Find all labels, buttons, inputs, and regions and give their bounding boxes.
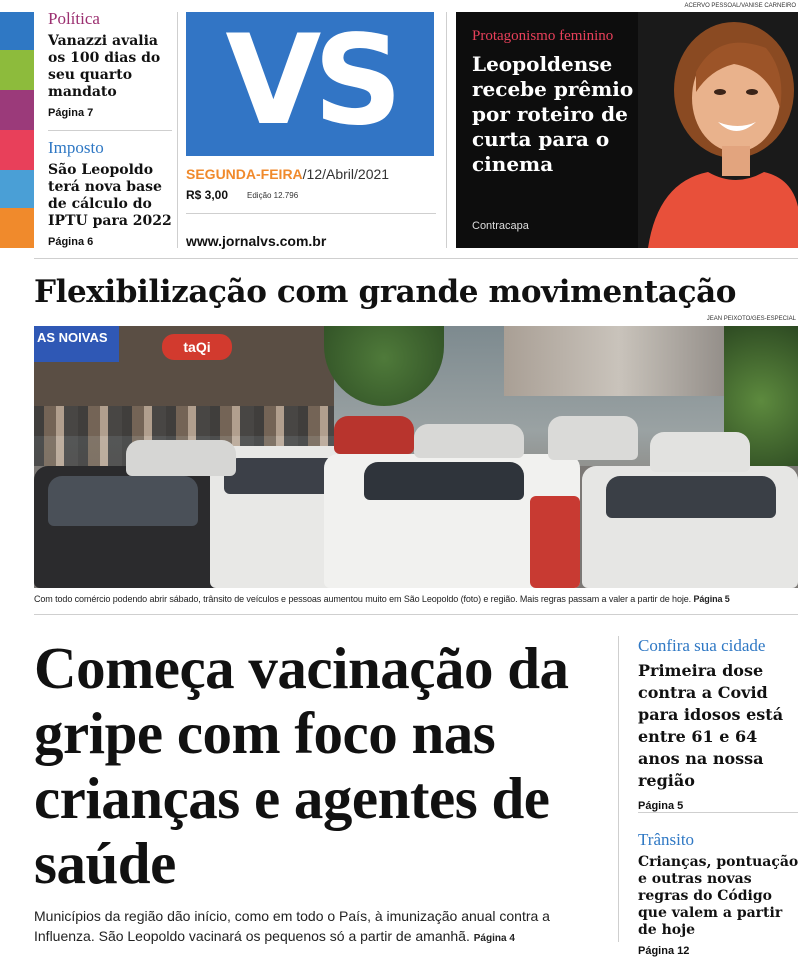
- strip-blue: [0, 12, 34, 50]
- caption-page-ref: Página 5: [693, 594, 730, 604]
- photo-credit: JEAN PEIXOTO/GES-ESPECIAL: [706, 316, 796, 322]
- sidebar-headline: Crianças, pontuação e outras novas regras do Código que valem a partir de hoje: [638, 854, 799, 938]
- divider: [638, 812, 798, 813]
- promo-headline: Leopoldense recebe prêmio por roteiro de curta para o cinema: [472, 52, 634, 176]
- store-sign: taQi: [162, 334, 232, 360]
- column-divider: [177, 12, 178, 248]
- portrait-image: [638, 12, 798, 248]
- teaser-politica[interactable]: [48, 9, 172, 119]
- vs-logo[interactable]: VS: [186, 12, 434, 156]
- strip-lightblue: [0, 170, 34, 208]
- sidebar-headline: Primeira dose contra a Covid para idosos está entre 61 e 64 anos na nossa região: [638, 661, 784, 790]
- photo-caption: Com todo comércio podendo abrir sábado, trânsito de veículos e pessoas aumentou muito em São Leopoldo (foto) e região. Mais regras passam a valer a partir de hoje. Página 5: [34, 594, 730, 604]
- edition: Edição 12.796: [247, 191, 299, 200]
- section-label: Política: [48, 9, 100, 28]
- street-photo: [34, 326, 798, 588]
- page-ref: Página 5: [638, 800, 684, 812]
- car: [48, 476, 198, 526]
- car: [414, 424, 524, 458]
- column-divider: [618, 636, 619, 942]
- car: [364, 462, 524, 500]
- trees: [324, 326, 444, 406]
- teaser-imposto[interactable]: [48, 138, 174, 248]
- car: [334, 416, 414, 454]
- promo-box[interactable]: [456, 12, 798, 248]
- strip-purple: [0, 90, 34, 130]
- teaser-headline: Vanazzi avalia os 100 dias do seu quarto mandato: [48, 33, 161, 100]
- lead-page-ref: Página 4: [473, 933, 515, 944]
- lead-body: Municípios da região dão início, como em todo o País, à imunização anual contra a Influenza. São Leopoldo vacinará os pequenos só a partir de amanhã. Página 4: [34, 908, 550, 944]
- main-headline[interactable]: Flexibilização com grande movimentação: [34, 274, 737, 310]
- column-divider: [446, 12, 447, 248]
- website-link[interactable]: www.jornalvs.com.br: [186, 233, 327, 249]
- promo-page-ref: Contracapa: [472, 220, 529, 232]
- strip-pink: [0, 130, 34, 170]
- car: [530, 496, 580, 588]
- photo-credit: ACERVO PESSOAL/VANISE CARNEIRO: [684, 3, 796, 9]
- page-ref: Página 12: [638, 945, 690, 957]
- car: [126, 440, 236, 476]
- divider: [34, 258, 798, 259]
- divider: [48, 130, 172, 131]
- price: R$ 3,00: [186, 188, 229, 202]
- divider: [34, 614, 798, 615]
- lead-headline[interactable]: Começa vacinação da gripe com foco nas crianças e agentes de saúde: [34, 635, 569, 896]
- date: /12/Abril/2021: [302, 166, 390, 182]
- strip-green: [0, 50, 34, 90]
- strip-orange: [0, 208, 34, 248]
- section-label: Confira sua cidade: [638, 636, 766, 655]
- divider: [186, 213, 436, 214]
- car: [548, 416, 638, 460]
- store-sign: AS NOIVAS: [34, 326, 119, 362]
- date-line: [186, 166, 389, 182]
- section-label: Imposto: [48, 138, 104, 157]
- sidebar-item-confira[interactable]: [638, 636, 800, 812]
- sidebar-item-transito[interactable]: [638, 830, 800, 957]
- promo-kicker: Protagonismo feminino: [472, 28, 614, 44]
- section-label: Trânsito: [638, 830, 695, 849]
- car: [650, 432, 750, 472]
- page-ref: Página 6: [48, 236, 94, 248]
- weekday: SEGUNDA-FEIRA: [186, 166, 303, 182]
- teaser-headline: São Leopoldo terá nova base de cálculo do IPTU para 2022: [48, 162, 172, 229]
- car: [606, 476, 776, 518]
- page-ref: Página 7: [48, 107, 94, 119]
- building-right: [504, 326, 734, 396]
